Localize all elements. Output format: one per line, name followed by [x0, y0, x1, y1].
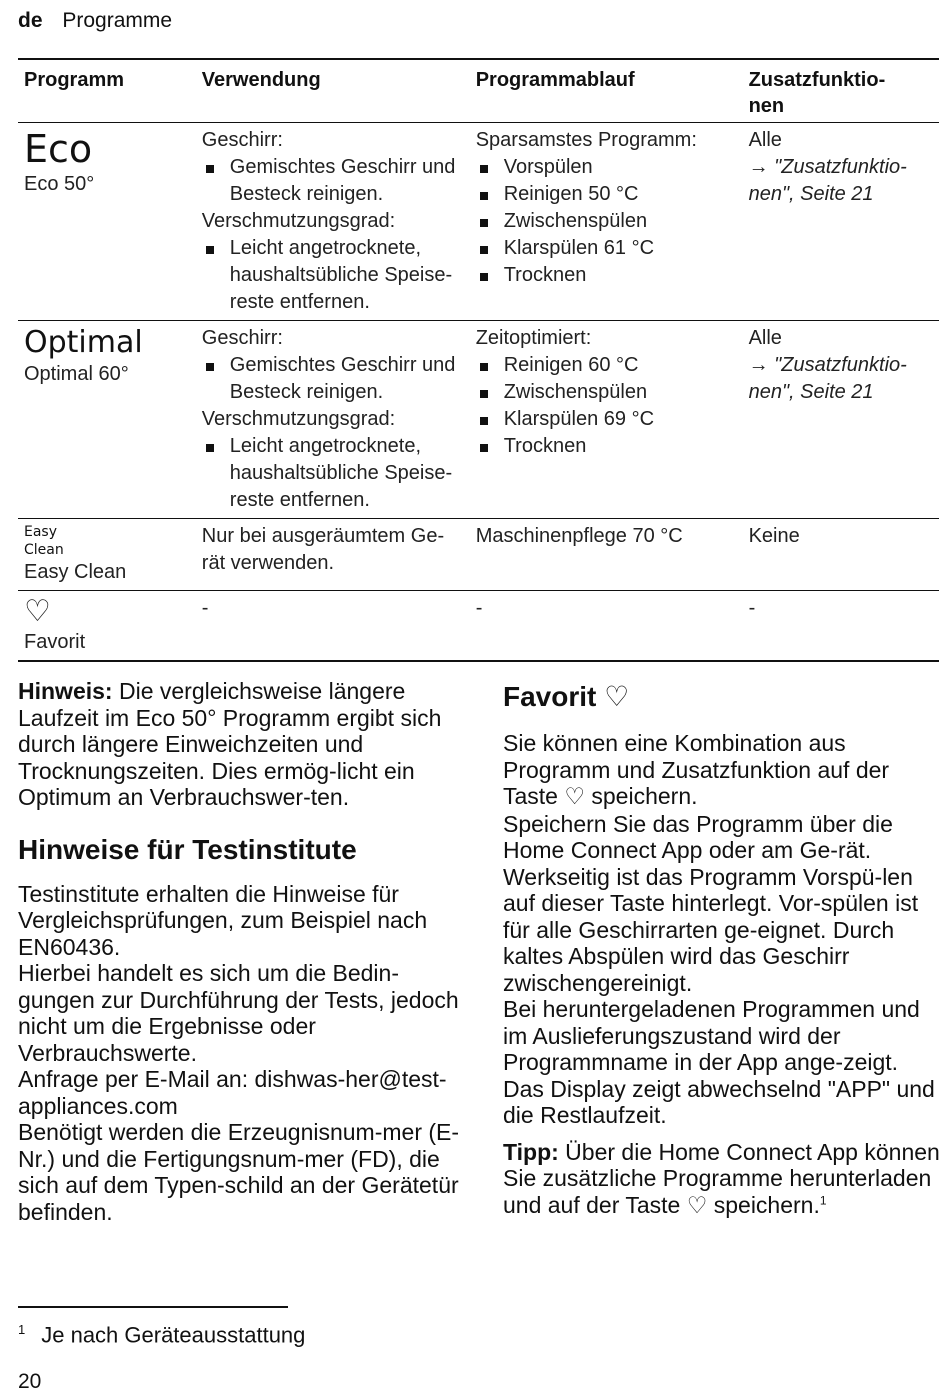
- paragraph: Testinstitute erhalten die Hinweise für Vergleichsprüfungen, zum Beispiel nach EN60436.: [18, 880, 428, 960]
- flow-cell: [470, 321, 743, 519]
- extras-cell: -: [748, 597, 756, 619]
- hint-text: Die vergleichsweise längere Laufzeit im Eco 50° Programm ergibt sich durch längere Einweichzeiten und Trocknungszeiten. Dies ermög-licht ein Optimum an Verbrauchswer-ten.: [18, 678, 442, 810]
- table-row: [18, 321, 939, 519]
- list-item: Trocknen: [476, 433, 737, 460]
- table-row: [18, 591, 939, 662]
- column-header-use: Verwendung: [201, 69, 321, 91]
- paragraph-text: Über die Home Connect App können Sie zusätzliche Programme herunterladen und auf der Taste: [503, 1138, 940, 1218]
- flow-label: Zeitoptimiert:: [475, 327, 592, 349]
- extras-value: Alle: [748, 129, 782, 151]
- footnote: [18, 1322, 305, 1348]
- right-column: [503, 678, 943, 1219]
- list-item: Trocknen: [476, 262, 737, 289]
- cross-reference-link: → "Zusatzfunktio-nen", Seite 21: [748, 354, 907, 403]
- list-item: Gemischtes Geschirr und Besteck reinigen.: [202, 352, 464, 406]
- use-cell: [196, 321, 470, 519]
- column-header-program: Programm: [24, 69, 125, 91]
- column-header-extras: Zusatzfunktio- nen: [748, 69, 886, 117]
- use-label: Verschmutzungsgrad:: [201, 408, 396, 430]
- page-number: 20: [18, 1370, 42, 1393]
- section-heading: Hinweise für Testinstitute: [18, 833, 357, 865]
- program-cell: [18, 519, 196, 591]
- footnote-divider: [18, 1306, 288, 1308]
- table-row: [18, 123, 939, 321]
- program-cell: [18, 123, 196, 321]
- flow-cell: [470, 123, 743, 321]
- list-item: Leicht angetrocknete, haushaltsübliche Speise-reste entfernen.: [202, 235, 464, 316]
- use-label: Geschirr:: [201, 129, 283, 151]
- section-heading: [503, 680, 943, 714]
- footnote-marker: 1: [819, 1192, 827, 1207]
- paragraph: Anfrage per E-Mail an: dishwas-her@test-appliances.com: [18, 1066, 447, 1119]
- cross-reference-link: → "Zusatzfunktio-nen", Seite 21: [748, 156, 907, 205]
- extras-value: Alle: [748, 327, 782, 349]
- tip-paragraph: [503, 1139, 943, 1220]
- list-item: Gemischtes Geschirr und Besteck reinigen.: [202, 154, 464, 208]
- tip-label: Tipp:: [503, 1138, 559, 1165]
- paragraph: Werkseitig ist das Programm Vorspü-len auf dieser Taste hinterlegt. Vor-spülen ist für alle Geschirrarten ge-eignet. Durch kaltes Abspülen wird das Geschirr zwischengereinigt.: [503, 863, 919, 996]
- program-cell: [18, 321, 196, 519]
- program-display-label: Optimal: [24, 325, 143, 360]
- heart-icon: ♡: [604, 680, 630, 713]
- flow-label: Sparsamstes Programm:: [475, 129, 697, 151]
- list-item: Zwischenspülen: [476, 208, 737, 235]
- table-row: [18, 519, 939, 591]
- list-item: Reinigen 60 °C: [476, 352, 737, 379]
- program-name: Easy Clean: [24, 561, 127, 583]
- paragraph-text: speichern.: [585, 783, 698, 809]
- heart-icon: ♡: [564, 784, 585, 810]
- paragraph: [503, 730, 943, 811]
- list-item: Klarspülen 69 °C: [476, 406, 737, 433]
- extras-cell: [743, 321, 939, 519]
- paragraph: Benötigt werden die Erzeugnisnum-mer (E-Nr.) und die Fertigungsnum-mer (FD), die sich auf dem Typen-schild an der Gerätetür befinden.: [18, 1119, 460, 1225]
- use-cell: [196, 123, 470, 321]
- program-name: Optimal 60°: [24, 363, 129, 385]
- program-table: [18, 58, 939, 662]
- list-item: Vorspülen: [476, 154, 737, 181]
- program-cell: [18, 591, 196, 662]
- extras-cell: Keine: [748, 525, 800, 547]
- program-name: Favorit: [24, 631, 86, 653]
- list-item: Klarspülen 61 °C: [476, 235, 737, 262]
- hint-label: Hinweis:: [18, 678, 113, 704]
- program-display-label: Easy Clean: [24, 524, 64, 558]
- paragraph: Bei heruntergeladenen Programmen und im Auslieferungszustand wird der Programmname in der App ange-zeigt. Das Display zeigt abwechselnd "APP" und die Restlaufzeit.: [503, 996, 935, 1128]
- flow-cell: Maschinenpflege 70 °C: [475, 525, 683, 547]
- footnote-text: Je nach Geräteausstattung: [41, 1322, 306, 1348]
- heart-icon: ♡: [686, 1192, 708, 1219]
- paragraph-text: Sie können eine Kombination aus Programm und Zusatzfunktion auf der Taste: [503, 730, 890, 809]
- paragraph: Speichern Sie das Programm über die Home Connect App oder am Ge-rät.: [503, 810, 893, 863]
- use-label: Verschmutzungsgrad:: [201, 210, 396, 232]
- language-code: de: [18, 9, 43, 32]
- program-display-label: Eco: [24, 127, 93, 171]
- section-title: Programme: [62, 9, 173, 32]
- paragraph-text: speichern.: [707, 1191, 820, 1218]
- hint-paragraph: [18, 678, 463, 811]
- paragraph: Hierbei handelt es sich um die Bedin-gungen zur Durchführung der Tests, jedoch nicht um die Ergebnisse oder Verbrauchswerte.: [18, 960, 459, 1066]
- left-column: [18, 678, 463, 1225]
- list-item: Reinigen 50 °C: [476, 181, 737, 208]
- extras-cell: [743, 123, 939, 321]
- flow-cell: -: [475, 597, 483, 619]
- column-header-flow: Programmablauf: [475, 69, 635, 91]
- heart-icon: ♡: [24, 594, 51, 629]
- use-cell: Nur bei ausgeräumtem Ge-rät verwenden.: [201, 525, 445, 574]
- program-name: Eco 50°: [24, 173, 95, 195]
- list-item: Leicht angetrocknete, haushaltsübliche Speise-reste entfernen.: [202, 433, 464, 514]
- use-label: Geschirr:: [201, 327, 283, 349]
- use-cell: -: [201, 597, 209, 619]
- table-header-row: [18, 59, 939, 123]
- heading-text: Favorit: [503, 681, 597, 712]
- list-item: Zwischenspülen: [476, 379, 737, 406]
- page-header: [18, 9, 172, 33]
- footnote-number: 1: [18, 1322, 26, 1337]
